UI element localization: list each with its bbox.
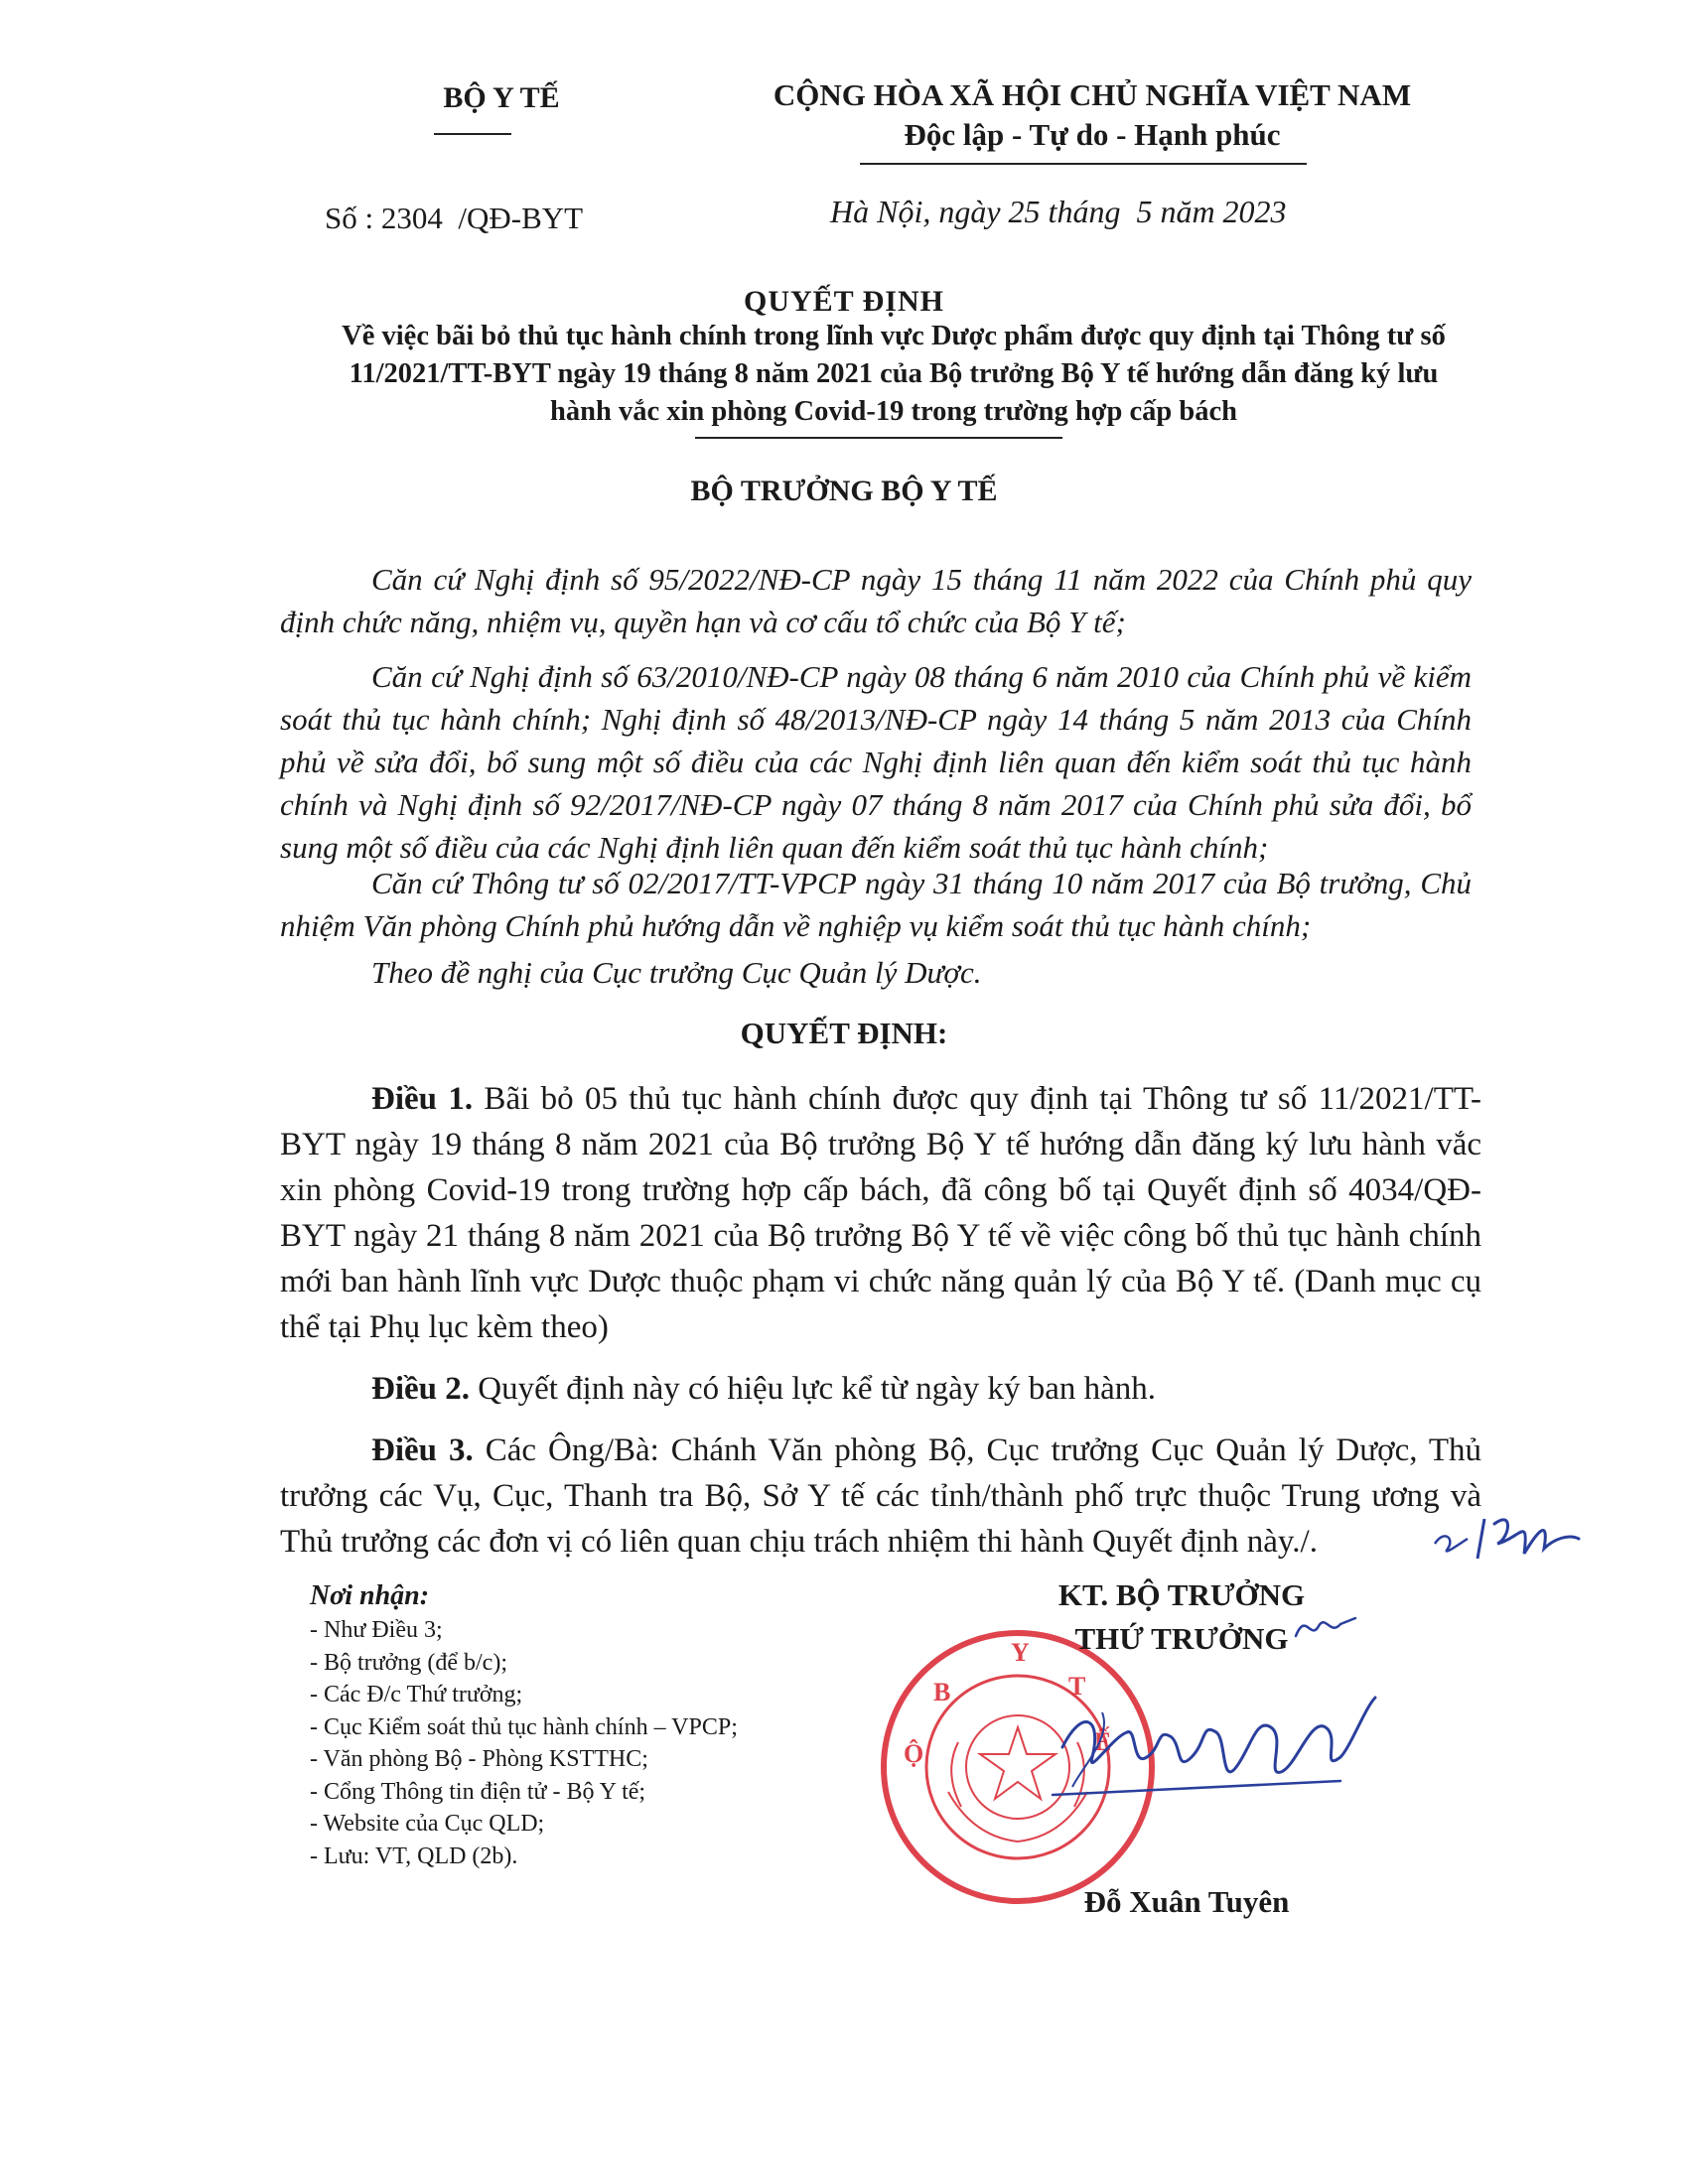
recipient-item: - Cục Kiểm soát thủ tục hành chính – VPCP; — [310, 1713, 738, 1740]
svg-text:T: T — [1068, 1672, 1086, 1701]
article-1 — [280, 1076, 1481, 1350]
recipients-title: Nơi nhận: — [310, 1580, 430, 1611]
decision-heading: QUYẾT ĐỊNH: — [740, 1016, 948, 1050]
recipient-item: - Lưu: VT, QLD (2b). — [310, 1843, 518, 1869]
recipients-block — [310, 1580, 866, 1872]
signature-title-line-2: THỨ TRƯỞNG — [1074, 1621, 1289, 1656]
recipients-list — [310, 1614, 866, 1872]
document-title: QUYẾT ĐỊNH — [744, 285, 944, 318]
national-title: CỘNG HÒA XÃ HỘI CHỦ NGHĨA VIỆT NAM — [773, 77, 1412, 112]
svg-text:Ế: Ế — [1094, 1727, 1112, 1756]
legal-basis-2: Căn cứ Nghị định số 63/2010/NĐ-CP ngày 08 tháng 6 năm 2010 của Chính phủ về kiểm soát thủ tục hành chính; Nghị định số 48/2013/NĐ-CP ngày 14 tháng 5 năm 2013 của Chính phủ về sửa đổi, bổ sung một số điều của các Nghị định liên quan đến kiểm soát thủ tục hành chính và Nghị định số 92/2017/NĐ-CP ngày 07 tháng 8 năm 2017 của Chính phủ sửa đổi, bổ sung một số điều của các Nghị định liên quan đến kiểm soát thủ tục hành chính; — [280, 659, 1472, 865]
article-1-label: Điều 1. — [371, 1081, 474, 1117]
article-2-text: Quyết định này có hiệu lực kể từ ngày ký ban hành. — [470, 1371, 1157, 1407]
document-subject: Về việc bãi bỏ thủ tục hành chính trong lĩnh vực Dược phẩm được quy định tại Thông tư số 11/2021/TT-BYT ngày 19 tháng 8 năm 2021 của Bộ trưởng Bộ Y tế hướng dẫn đăng ký lưu hành vắc xin phòng Covid-19 trong trường hợp cấp bách — [342, 321, 1446, 427]
article-3-label: Điều 3. — [371, 1433, 474, 1468]
recipient-item: - Các Đ/c Thứ trưởng; — [310, 1682, 523, 1707]
recipient-item: - Cổng Thông tin điện tử - Bộ Y tế; — [310, 1778, 646, 1805]
legal-basis-1: Căn cứ Nghị định số 95/2022/NĐ-CP ngày 15 tháng 11 năm 2022 của Chính phủ quy định chức năng, nhiệm vụ, quyền hạn và cơ cấu tổ chức của Bộ Y tế; — [280, 562, 1472, 639]
national-motto: Độc lập - Tự do - Hạnh phúc — [904, 117, 1281, 152]
recipient-item: - Như Điều 3; — [310, 1617, 443, 1643]
issuing-authority: BỘ TRƯỞNG BỘ Y TẾ — [690, 475, 998, 507]
article-2-label: Điều 2. — [371, 1371, 470, 1407]
legal-basis-3: Căn cứ Thông tư số 02/2017/TT-VPCP ngày 31 tháng 10 năm 2017 của Bộ trưởng, Chủ nhiệm Văn phòng Chính phủ hướng dẫn về nghiệp vụ kiểm soát thủ tục hành chính; — [280, 866, 1472, 943]
svg-text:Ộ: Ộ — [904, 1739, 924, 1768]
subject-underline — [695, 437, 1062, 439]
article-3 — [280, 1428, 1481, 1565]
organization-underline — [434, 133, 511, 135]
recipient-item: - Website của Cục QLD; — [310, 1811, 545, 1837]
article-1-text: Bãi bỏ 05 thủ tục hành chính được quy định tại Thông tư số 11/2021/TT-BYT ngày 19 tháng 8 năm 2021 của Bộ trưởng Bộ Y tế hướng dẫn đăng ký lưu hành vắc xin phòng Covid-19 trong trường hợp cấp bách, đã công bố tại Quyết định số 4034/QĐ-BYT ngày 21 tháng 8 năm 2021 của Bộ trưởng Bộ Y tế về việc công bố thủ tục hành chính mới ban hành lĩnh vực Dược thuộc phạm vi chức năng quản lý của Bộ Y tế. (Danh mục cụ thể tại Phụ lục kèm theo) — [280, 1081, 1481, 1345]
recipient-item: - Văn phòng Bộ - Phòng KSTTHC; — [310, 1746, 648, 1772]
place-and-date: Hà Nội, ngày 25 tháng 5 năm 2023 — [830, 194, 1287, 229]
recipient-item: - Bộ trưởng (để b/c); — [310, 1649, 507, 1676]
article-3-text: Các Ông/Bà: Chánh Văn phòng Bộ, Cục trưởng Cục Quản lý Dược, Thủ trưởng các Vụ, Cục, Thanh tra Bộ, Sở Y tế các tỉnh/thành phố trực thuộc Trung ương và Thủ trưởng các đơn vị có liên quan chịu trách nhiệm thi hành Quyết định này./. — [280, 1433, 1482, 1560]
initial-mark-small — [1291, 1606, 1360, 1646]
initial-mark — [1430, 1499, 1589, 1569]
article-2 — [280, 1366, 1481, 1412]
legal-basis-4: Theo đề nghị của Cục trưởng Cục Quản lý Dược. — [371, 955, 982, 990]
handwritten-signature — [1043, 1678, 1380, 1817]
issuing-organization: BỘ Y TẾ — [443, 81, 560, 114]
motto-underline — [860, 163, 1307, 165]
signer-name: Đỗ Xuân Tuyên — [1083, 1884, 1290, 1919]
svg-text:B: B — [933, 1678, 951, 1706]
signature-title-line-1: KT. BỘ TRƯỞNG — [1057, 1577, 1306, 1612]
document-number: Số : 2304 /QĐ-BYT — [325, 201, 584, 235]
svg-text:Y: Y — [1011, 1638, 1030, 1667]
